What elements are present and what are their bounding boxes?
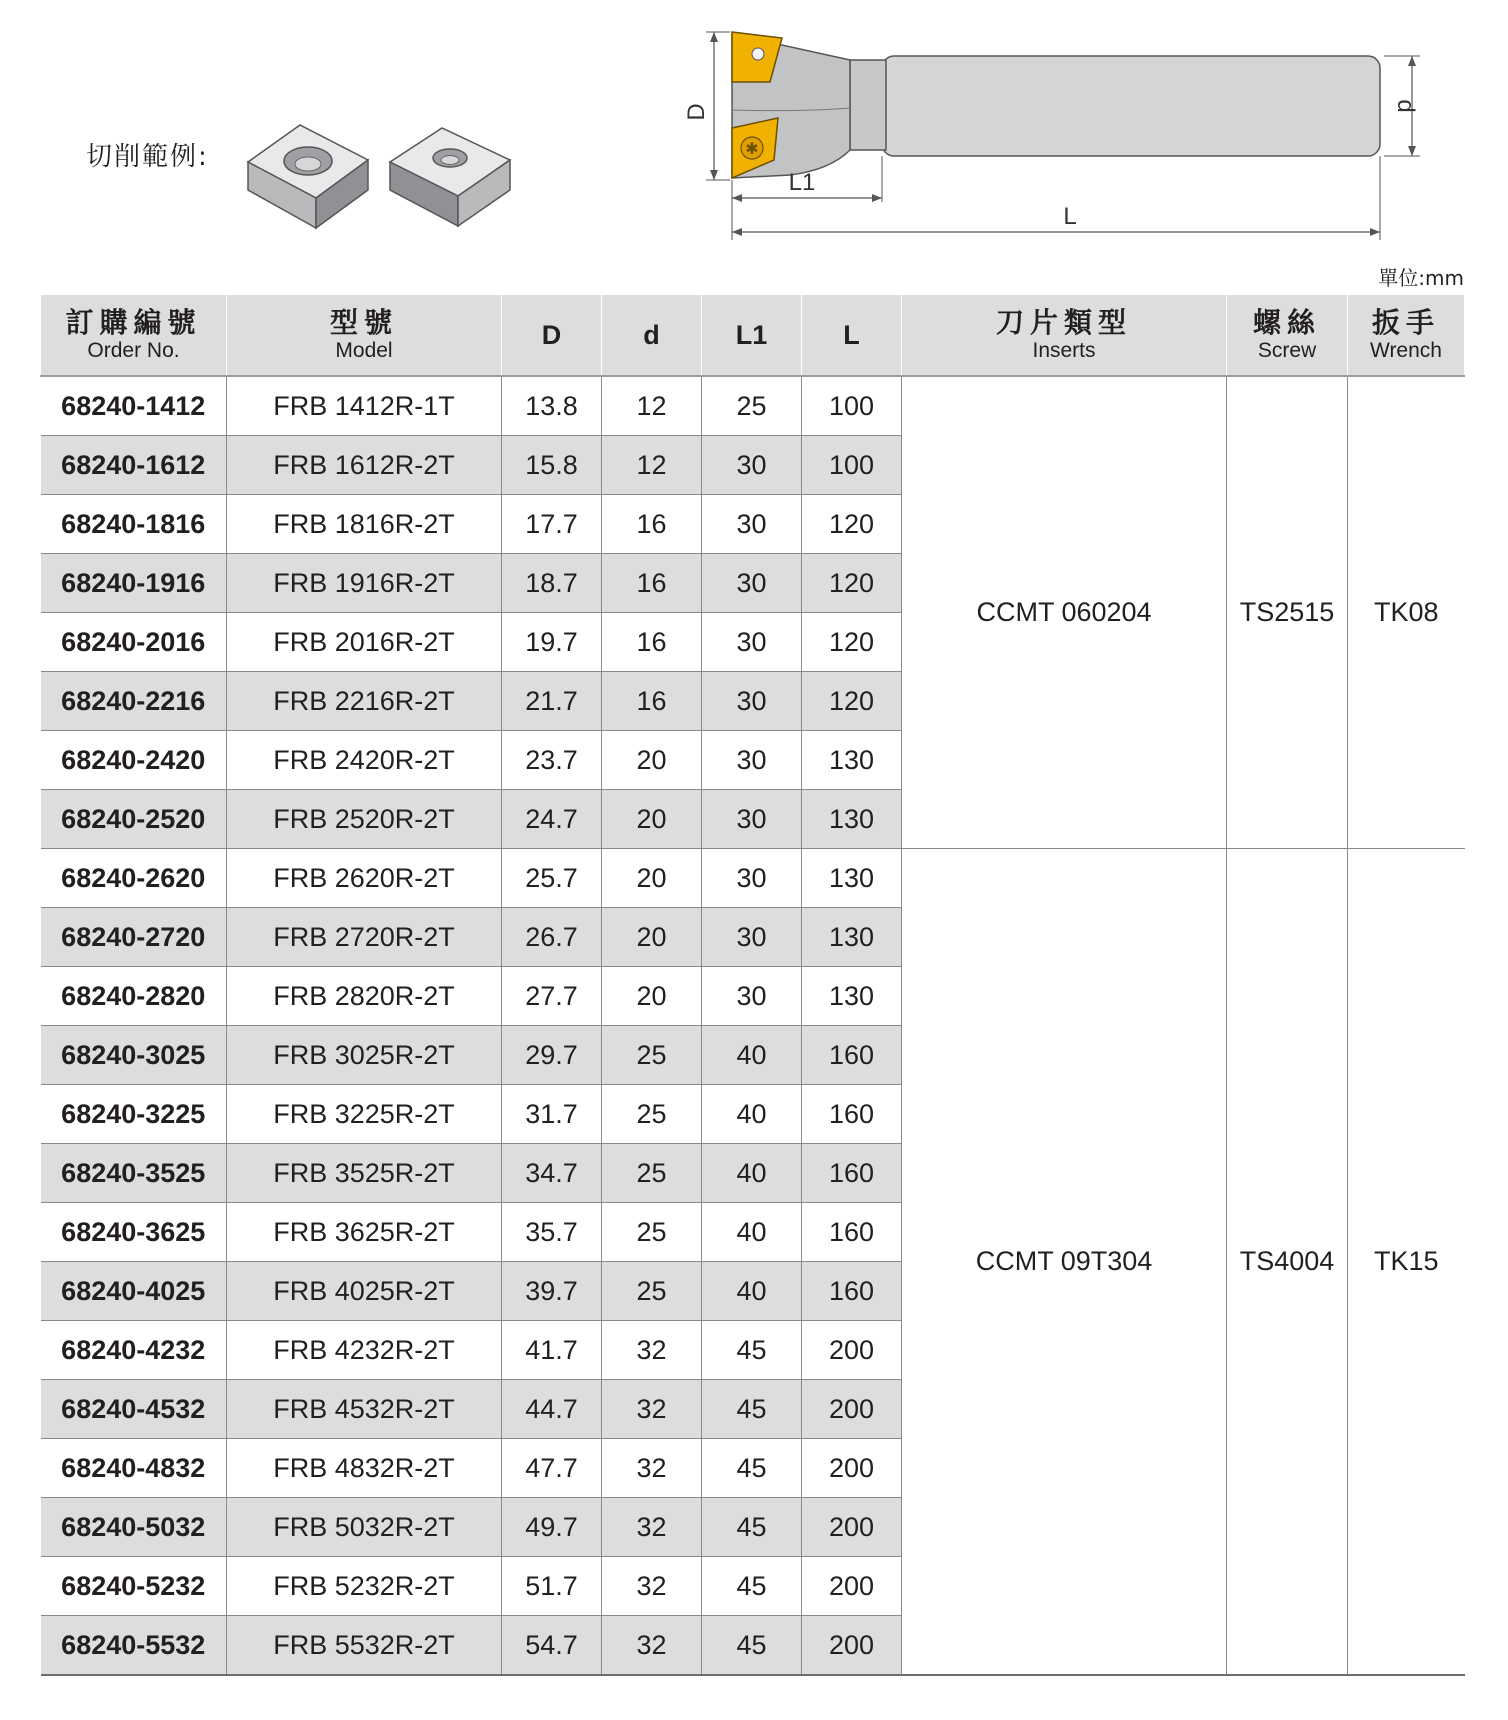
cell-d: 16 xyxy=(602,554,702,613)
cell-L: 130 xyxy=(802,731,902,790)
cell-D: 41.7 xyxy=(502,1321,602,1380)
cell-d: 20 xyxy=(602,849,702,908)
cell-model: FRB 5532R-2T xyxy=(227,1616,502,1676)
cell-D: 39.7 xyxy=(502,1262,602,1321)
cell-order: 68240-5232 xyxy=(41,1557,227,1616)
cell-L1: 30 xyxy=(702,790,802,849)
cell-D: 26.7 xyxy=(502,908,602,967)
cell-L1: 45 xyxy=(702,1616,802,1676)
cell-L1: 45 xyxy=(702,1321,802,1380)
cell-model: FRB 2720R-2T xyxy=(227,908,502,967)
cell-D: 34.7 xyxy=(502,1144,602,1203)
cell-order: 68240-4832 xyxy=(41,1439,227,1498)
cell-D: 24.7 xyxy=(502,790,602,849)
cell-d: 25 xyxy=(602,1144,702,1203)
cell-L: 160 xyxy=(802,1026,902,1085)
cell-L1: 30 xyxy=(702,908,802,967)
cell-L1: 30 xyxy=(702,554,802,613)
cell-L1: 40 xyxy=(702,1144,802,1203)
cell-D: 49.7 xyxy=(502,1498,602,1557)
cell-L1: 45 xyxy=(702,1439,802,1498)
cell-model: FRB 2520R-2T xyxy=(227,790,502,849)
cell-order: 68240-3625 xyxy=(41,1203,227,1262)
cell-L: 130 xyxy=(802,849,902,908)
unit-note: 單位:mm xyxy=(1378,266,1464,290)
cell-order: 68240-1916 xyxy=(41,554,227,613)
cell-order: 68240-4532 xyxy=(41,1380,227,1439)
insert-2-image xyxy=(390,128,510,226)
cell-L: 130 xyxy=(802,908,902,967)
cell-L1: 40 xyxy=(702,1262,802,1321)
cell-order: 68240-4025 xyxy=(41,1262,227,1321)
cell-order: 68240-2520 xyxy=(41,790,227,849)
cell-model: FRB 5232R-2T xyxy=(227,1557,502,1616)
table-header-row xyxy=(41,295,1465,376)
cell-model: FRB 1612R-2T xyxy=(227,436,502,495)
cell-L: 130 xyxy=(802,967,902,1026)
cell-model: FRB 3225R-2T xyxy=(227,1085,502,1144)
cell-model: FRB 2216R-2T xyxy=(227,672,502,731)
cell-d: 32 xyxy=(602,1439,702,1498)
cell-wrench-group-1: TK08 xyxy=(1348,376,1465,849)
cell-L: 200 xyxy=(802,1439,902,1498)
cell-L: 100 xyxy=(802,376,902,436)
cell-order: 68240-3225 xyxy=(41,1085,227,1144)
cell-L1: 30 xyxy=(702,731,802,790)
cell-L: 160 xyxy=(802,1203,902,1262)
cell-model: FRB 3525R-2T xyxy=(227,1144,502,1203)
cell-d: 20 xyxy=(602,790,702,849)
header-order-no: 訂購編號 Order No. xyxy=(41,295,227,376)
cell-L: 200 xyxy=(802,1557,902,1616)
cell-d: 12 xyxy=(602,376,702,436)
cell-order: 68240-2016 xyxy=(41,613,227,672)
cell-L1: 45 xyxy=(702,1380,802,1439)
cell-order: 68240-2420 xyxy=(41,731,227,790)
cell-L1: 40 xyxy=(702,1203,802,1262)
insert-1-image xyxy=(248,125,368,228)
cell-model: FRB 3625R-2T xyxy=(227,1203,502,1262)
header-model: 型號 Model xyxy=(227,295,502,376)
cell-d: 32 xyxy=(602,1321,702,1380)
cell-L: 130 xyxy=(802,790,902,849)
header-L1: L1 xyxy=(702,295,802,376)
cell-D: 51.7 xyxy=(502,1557,602,1616)
cell-D: 18.7 xyxy=(502,554,602,613)
cell-D: 35.7 xyxy=(502,1203,602,1262)
cell-L1: 40 xyxy=(702,1026,802,1085)
tool-dimension-drawing xyxy=(683,20,1430,245)
cell-model: FRB 4025R-2T xyxy=(227,1262,502,1321)
header-D: D xyxy=(502,295,602,376)
cell-D: 27.7 xyxy=(502,967,602,1026)
cell-inserts-group-2: CCMT 09T304 xyxy=(902,849,1227,1676)
cell-order: 68240-2620 xyxy=(41,849,227,908)
cell-L1: 30 xyxy=(702,495,802,554)
cell-model: FRB 3025R-2T xyxy=(227,1026,502,1085)
header-L: L xyxy=(802,295,902,376)
cell-L1: 45 xyxy=(702,1498,802,1557)
cell-order: 68240-1612 xyxy=(41,436,227,495)
cell-L: 120 xyxy=(802,495,902,554)
cell-L1: 30 xyxy=(702,436,802,495)
cell-d: 20 xyxy=(602,908,702,967)
cell-D: 31.7 xyxy=(502,1085,602,1144)
cell-L: 160 xyxy=(802,1085,902,1144)
cell-model: FRB 1916R-2T xyxy=(227,554,502,613)
cell-L1: 30 xyxy=(702,967,802,1026)
cell-inserts-group-1: CCMT 060204 xyxy=(902,376,1227,849)
cell-L1: 40 xyxy=(702,1085,802,1144)
cell-D: 15.8 xyxy=(502,436,602,495)
cell-D: 54.7 xyxy=(502,1616,602,1676)
table-row xyxy=(41,849,1465,908)
cell-d: 20 xyxy=(602,967,702,1026)
cell-L: 100 xyxy=(802,436,902,495)
cell-d: 16 xyxy=(602,672,702,731)
cell-d: 32 xyxy=(602,1380,702,1439)
cell-d: 20 xyxy=(602,731,702,790)
table-row xyxy=(41,376,1465,436)
cell-D: 25.7 xyxy=(502,849,602,908)
cell-L1: 25 xyxy=(702,376,802,436)
cell-order: 68240-2216 xyxy=(41,672,227,731)
cell-L: 200 xyxy=(802,1498,902,1557)
cell-D: 17.7 xyxy=(502,495,602,554)
cell-d: 32 xyxy=(602,1557,702,1616)
cell-model: FRB 2620R-2T xyxy=(227,849,502,908)
dim-L1-label: L1 xyxy=(788,169,816,196)
cell-L1: 30 xyxy=(702,672,802,731)
cell-D: 13.8 xyxy=(502,376,602,436)
cell-screw-group-2: TS4004 xyxy=(1227,849,1348,1676)
cell-L: 120 xyxy=(802,554,902,613)
cell-d: 16 xyxy=(602,613,702,672)
cell-order: 68240-4232 xyxy=(41,1321,227,1380)
spec-table xyxy=(40,295,1465,1676)
cell-d: 25 xyxy=(602,1262,702,1321)
cell-d: 12 xyxy=(602,436,702,495)
cell-model: FRB 4532R-2T xyxy=(227,1380,502,1439)
cell-L1: 30 xyxy=(702,613,802,672)
cell-model: FRB 1412R-1T xyxy=(227,376,502,436)
cell-model: FRB 2420R-2T xyxy=(227,731,502,790)
cell-model: FRB 2016R-2T xyxy=(227,613,502,672)
cell-model: FRB 2820R-2T xyxy=(227,967,502,1026)
cell-L: 200 xyxy=(802,1380,902,1439)
cell-D: 23.7 xyxy=(502,731,602,790)
cell-L: 200 xyxy=(802,1616,902,1676)
header-d: d xyxy=(602,295,702,376)
insert-illustration xyxy=(240,110,520,240)
dim-d-label: d xyxy=(1392,99,1419,113)
cell-D: 47.7 xyxy=(502,1439,602,1498)
cell-D: 19.7 xyxy=(502,613,602,672)
cell-d: 16 xyxy=(602,495,702,554)
cell-order: 68240-3525 xyxy=(41,1144,227,1203)
cell-model: FRB 5032R-2T xyxy=(227,1498,502,1557)
cell-d: 25 xyxy=(602,1203,702,1262)
cell-order: 68240-2820 xyxy=(41,967,227,1026)
cell-L1: 30 xyxy=(702,849,802,908)
cell-order: 68240-3025 xyxy=(41,1026,227,1085)
cell-d: 25 xyxy=(602,1026,702,1085)
cell-L: 160 xyxy=(802,1144,902,1203)
dim-L-label: L xyxy=(1063,203,1077,230)
cell-d: 25 xyxy=(602,1085,702,1144)
cell-L1: 45 xyxy=(702,1557,802,1616)
cell-L: 200 xyxy=(802,1321,902,1380)
cell-d: 32 xyxy=(602,1498,702,1557)
cell-L: 160 xyxy=(802,1262,902,1321)
cell-L: 120 xyxy=(802,672,902,731)
cell-D: 21.7 xyxy=(502,672,602,731)
cell-order: 68240-5532 xyxy=(41,1616,227,1676)
dim-D-label: D xyxy=(683,103,710,121)
cell-order: 68240-1816 xyxy=(41,495,227,554)
cell-order: 68240-5032 xyxy=(41,1498,227,1557)
cell-d: 32 xyxy=(602,1616,702,1676)
cell-wrench-group-2: TK15 xyxy=(1348,849,1465,1676)
svg-text:✱: ✱ xyxy=(745,139,759,158)
header-wrench: 扳手 Wrench xyxy=(1348,295,1465,376)
cell-order: 68240-1412 xyxy=(41,376,227,436)
header-inserts: 刀片類型 Inserts xyxy=(902,295,1227,376)
cell-model: FRB 4232R-2T xyxy=(227,1321,502,1380)
cell-D: 44.7 xyxy=(502,1380,602,1439)
cell-model: FRB 4832R-2T xyxy=(227,1439,502,1498)
cell-L: 120 xyxy=(802,613,902,672)
cell-screw-group-1: TS2515 xyxy=(1227,376,1348,849)
cutting-example-label: 切削範例: xyxy=(86,142,209,172)
cell-order: 68240-2720 xyxy=(41,908,227,967)
header-screw: 螺絲 Screw xyxy=(1227,295,1348,376)
cell-D: 29.7 xyxy=(502,1026,602,1085)
cell-model: FRB 1816R-2T xyxy=(227,495,502,554)
